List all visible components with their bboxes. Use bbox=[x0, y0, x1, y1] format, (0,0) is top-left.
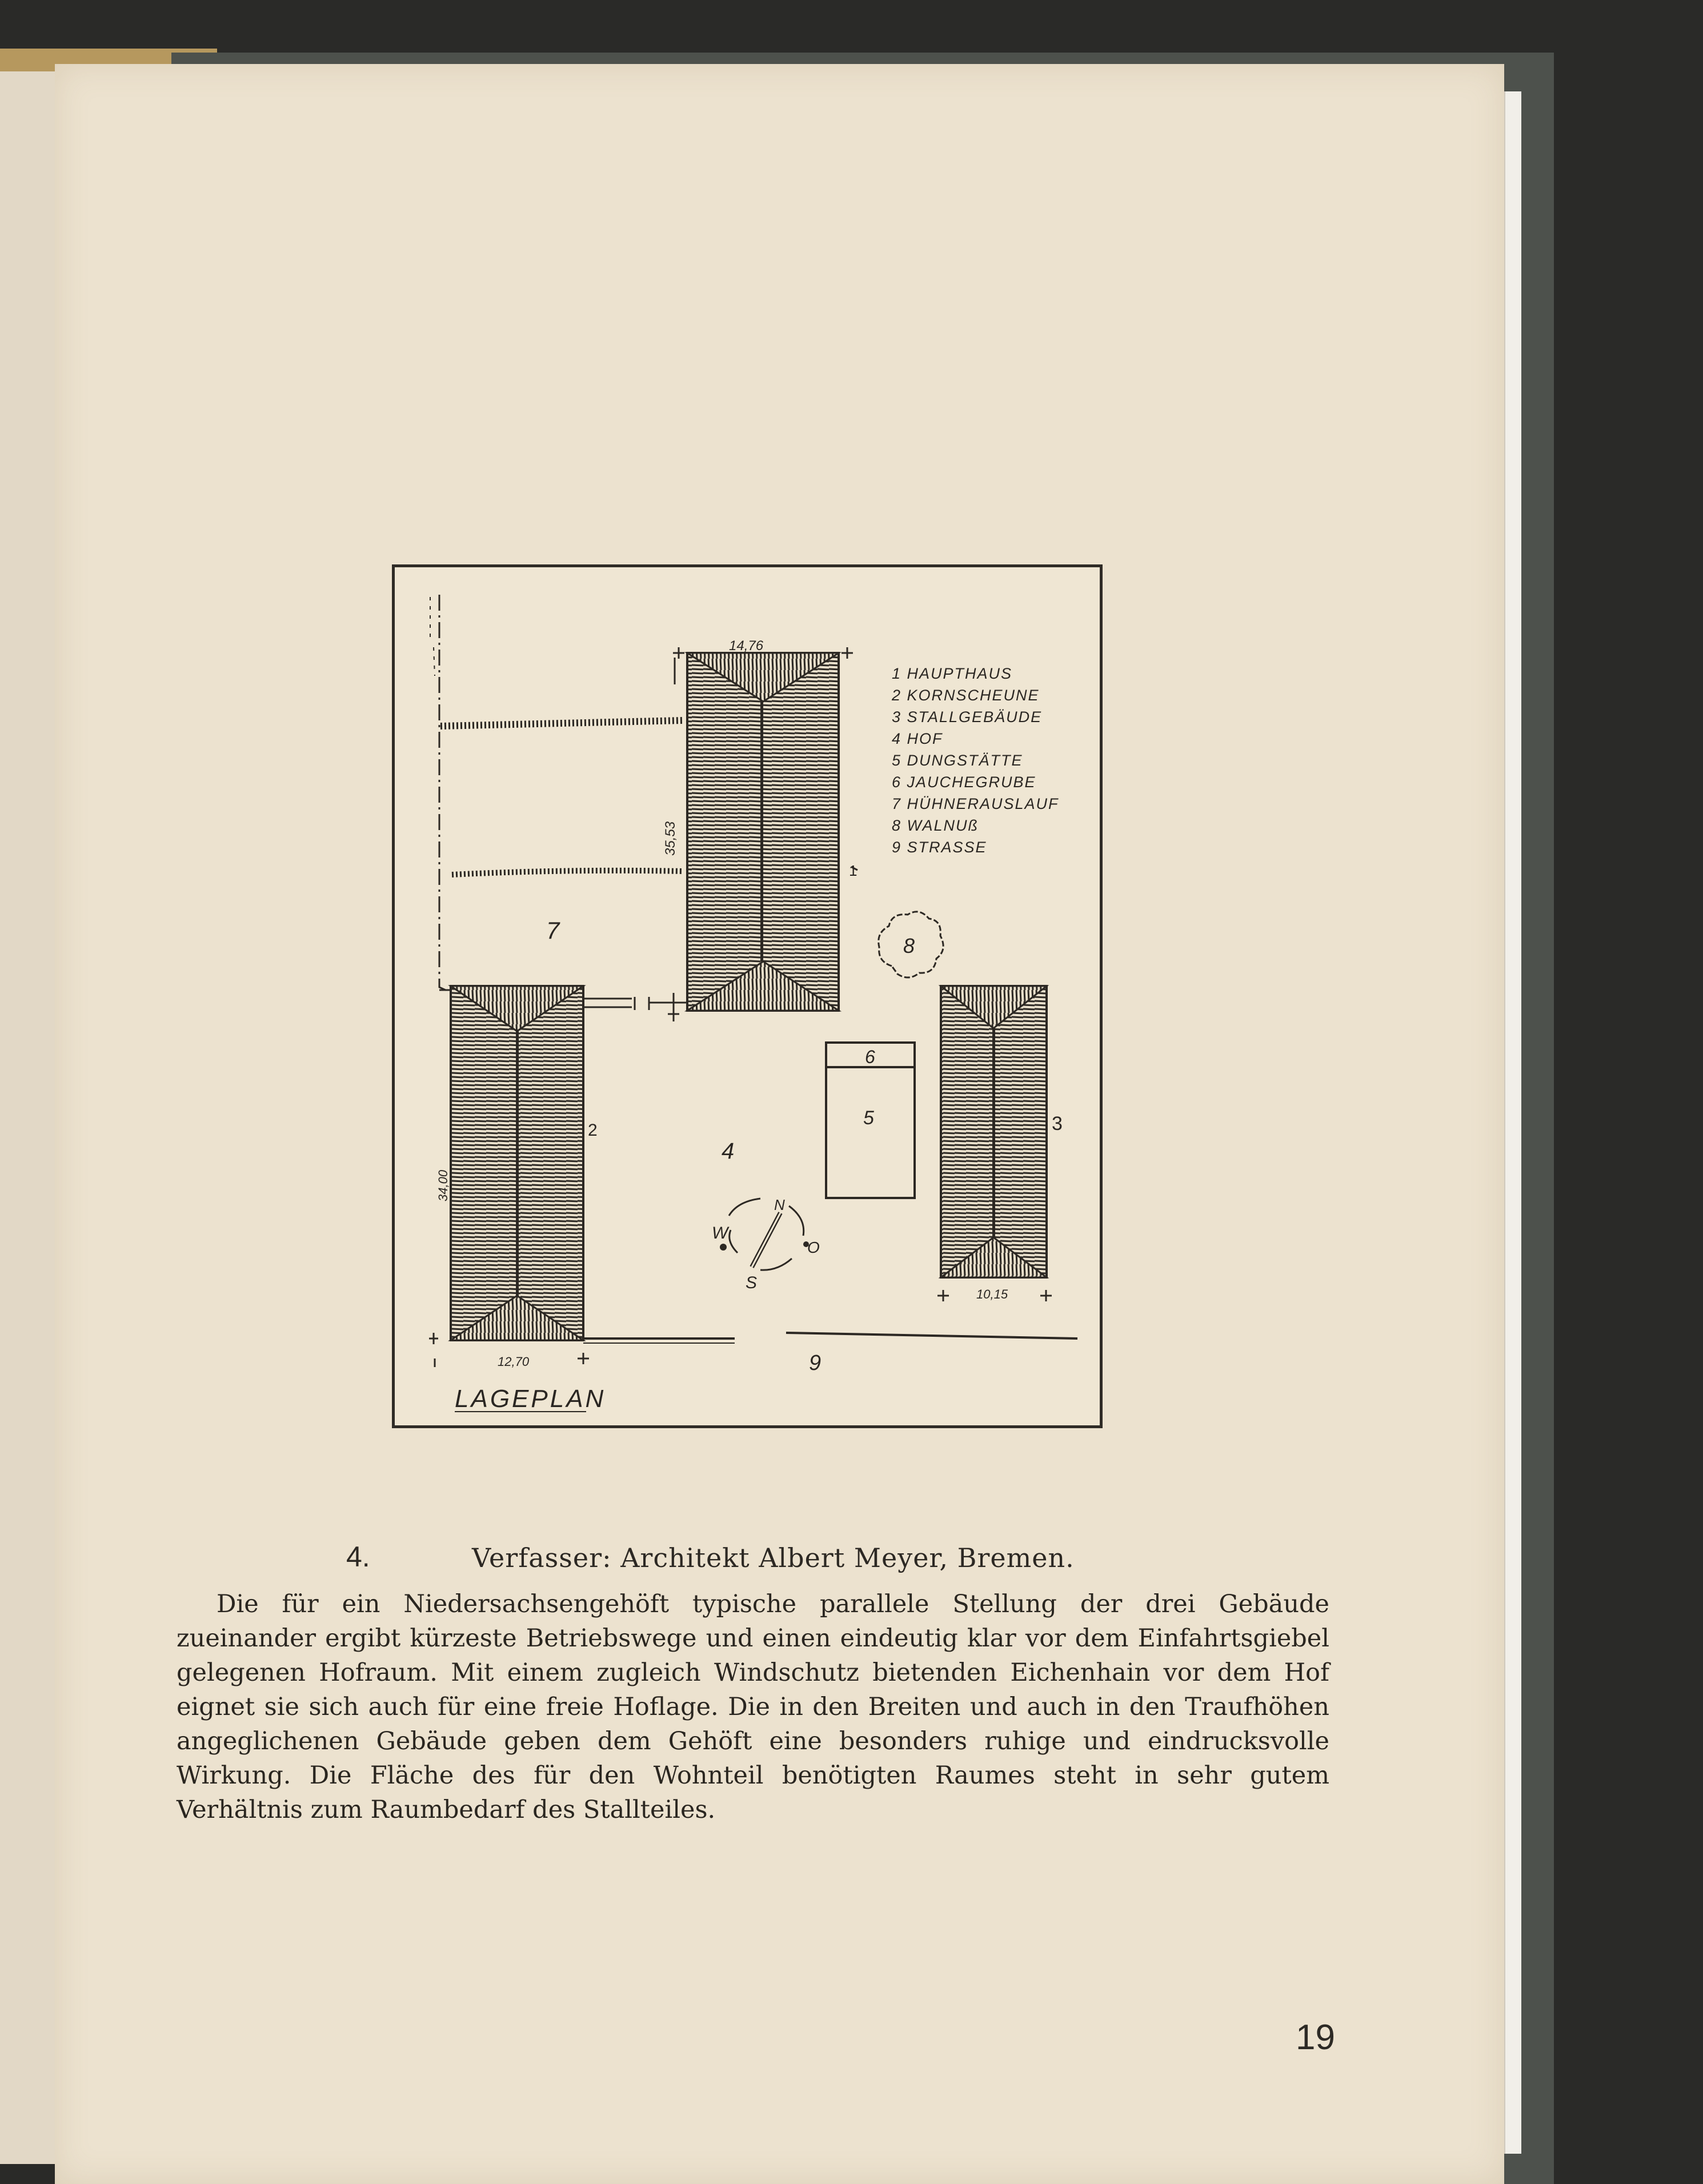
building-stall bbox=[941, 986, 1047, 1277]
legend-item: 4 HOF bbox=[892, 730, 943, 747]
label-street-9: 9 bbox=[809, 1351, 822, 1375]
legend-item: 5 DUNGSTÄTTE bbox=[892, 752, 1023, 769]
legend-item: 8 WALNUß bbox=[892, 817, 979, 834]
label-tree-8: 8 bbox=[903, 934, 915, 957]
label-building-1: 1 bbox=[849, 862, 857, 879]
dim-kornscheune-length: 34,00 bbox=[436, 1169, 450, 1201]
compass-south: S bbox=[746, 1273, 758, 1292]
fence-line bbox=[439, 595, 452, 993]
building-haupthaus bbox=[687, 653, 839, 1011]
dim-stall-width: 10,15 bbox=[976, 1287, 1008, 1301]
label-building-2: 2 bbox=[588, 1121, 598, 1140]
label-area-5: 5 bbox=[863, 1107, 874, 1129]
dim-kornscheune-width: 12,70 bbox=[498, 1355, 530, 1369]
plan-legend bbox=[891, 665, 1059, 856]
compass bbox=[720, 1199, 809, 1270]
description-paragraph: Die für ein Niedersachsengehöft typische parallele Stellung der drei Gebäude zueinander ergibt kürzeste Betriebswege und einen eindeutig klar vor dem Einfahrtsgiebel gelegenen Hofraum. Mit einem zugleich Windschutz bietenden Eichenhain vor dem Hof eignet sie sich auch für eine freie Hoflage. Die in den Breiten und auch in den Traufhöhen angeglichenen Gebäude geben dem Gehöft eine besonders ruhige und eindrucksvolle Wirkung. Die Fläche des für den Wohnteil benötigten Raumes steht in sehr gutem Verhältnis zum Raumbedarf des Stallteiles. bbox=[177, 1590, 1329, 1824]
dim-haupthaus-width: 14,76 bbox=[729, 638, 764, 654]
connecting-path bbox=[583, 997, 686, 1010]
dim-haupthaus-length: 35,53 bbox=[663, 821, 678, 856]
page-number: 19 bbox=[1296, 2018, 1335, 2057]
legend-item: 7 HÜHNERAUSLAUF bbox=[892, 795, 1059, 812]
legend-item: 3 STALLGEBÄUDE bbox=[892, 708, 1043, 726]
label-building-3: 3 bbox=[1052, 1113, 1063, 1135]
figure-number: 4. bbox=[346, 1541, 370, 1573]
label-area-7: 7 bbox=[546, 917, 560, 944]
figure-caption bbox=[346, 1540, 1146, 1586]
legend-item: 6 JAUCHEGRUBE bbox=[892, 774, 1036, 791]
figure-credit: Verfasser: Architekt Albert Meyer, Bremen. bbox=[472, 1542, 1075, 1573]
street-line bbox=[583, 1333, 1077, 1339]
legend-item: 2 KORNSCHEUNE bbox=[892, 687, 1040, 704]
label-area-4: 4 bbox=[722, 1139, 735, 1164]
site-plan-drawing bbox=[395, 567, 1100, 1425]
building-kornscheune bbox=[451, 986, 583, 1340]
label-area-6: 6 bbox=[865, 1047, 875, 1067]
legend-item: 9 STRASSE bbox=[892, 839, 987, 856]
compass-north: N bbox=[774, 1196, 785, 1213]
page-stack-edge bbox=[1504, 91, 1521, 2154]
plan-title: LAGEPLAN bbox=[455, 1385, 606, 1413]
hedge-upper bbox=[440, 720, 683, 726]
compass-west: W bbox=[712, 1224, 728, 1243]
fence-detail bbox=[430, 597, 435, 676]
legend-item: 1 HAUPTHAUS bbox=[892, 665, 1013, 682]
left-page-edge bbox=[0, 50, 63, 2164]
compass-east: O bbox=[807, 1239, 820, 1256]
book-page bbox=[55, 64, 1504, 2184]
hedge-lower bbox=[452, 871, 683, 875]
site-plan-figure bbox=[392, 564, 1103, 1428]
